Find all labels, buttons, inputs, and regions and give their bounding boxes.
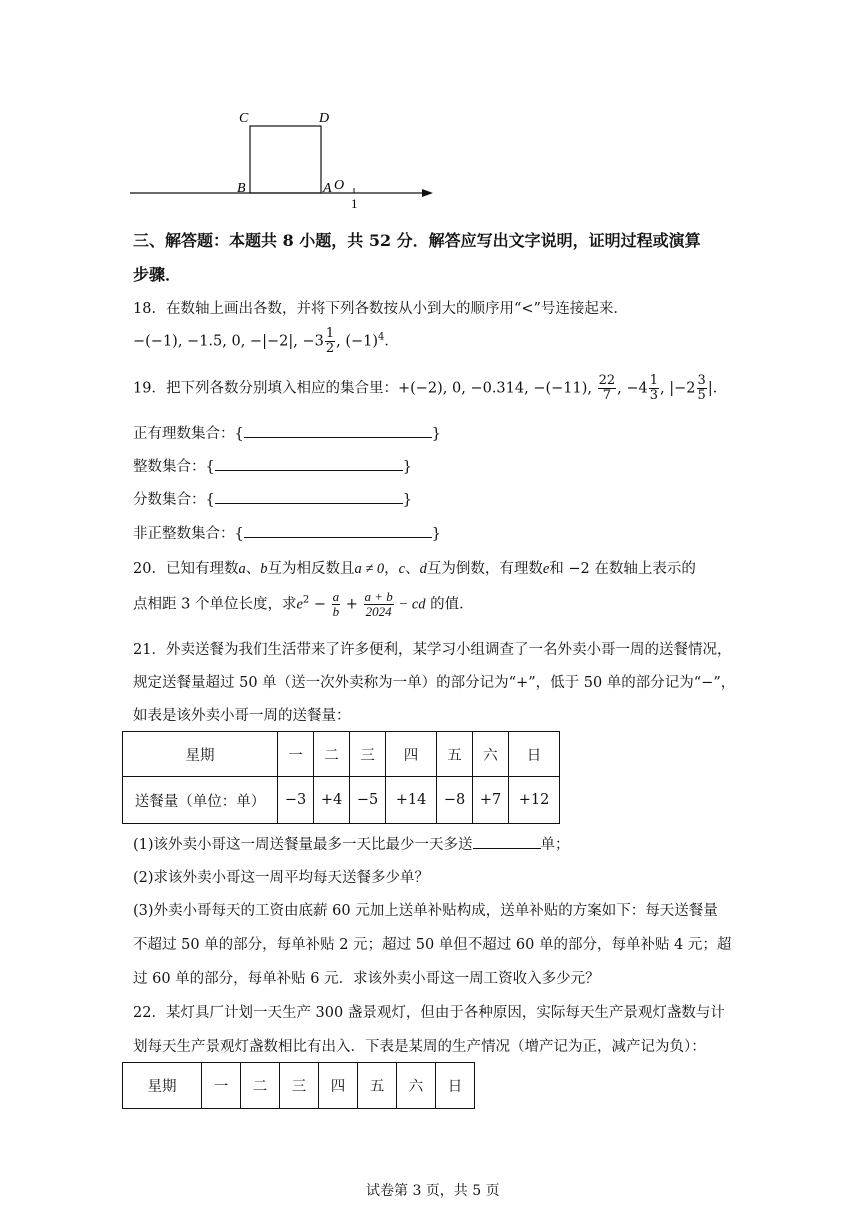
var-e: e	[542, 561, 550, 577]
q19-f1-den: 7	[602, 388, 612, 403]
q20-expr-end: − cd	[394, 596, 426, 613]
table-row	[123, 777, 560, 824]
q21-line3: 如表是该外卖小哥一周的送餐量：	[133, 708, 351, 724]
set-label: 非正整数集合：{	[133, 526, 244, 542]
q21-sub3-line1: (3)外卖小哥每天的工资由底薪 60 元加上送单补贴构成，送单补贴的方案如下：每天送餐量	[133, 903, 718, 919]
q20-minus: −	[309, 596, 331, 613]
q20-plus: +	[341, 596, 363, 613]
square-abcd	[250, 126, 321, 193]
number-line-arrow	[422, 189, 433, 197]
q20-fa-den: b	[332, 604, 340, 619]
q21-sub1-end: 单；	[540, 837, 570, 853]
q18-end: ．	[384, 333, 399, 350]
q19-frac-3	[697, 374, 707, 403]
table-cell: 五	[358, 1063, 397, 1109]
set-label: 整数集合：{	[133, 459, 215, 475]
q20-l1b: 互为相反数且	[267, 561, 355, 577]
set-close: }	[402, 459, 412, 475]
square-number-line-figure	[120, 100, 450, 220]
label-one: 1	[351, 196, 358, 211]
q20-l2a: 点相距 3 个单位长度，求	[133, 596, 297, 613]
q18-nums-b: , (−1)	[336, 333, 379, 350]
q20-fb-den: 2024	[365, 604, 392, 619]
q20-l1a: 20．已知有理数	[133, 561, 239, 577]
q20-expr-sq: 2	[302, 594, 310, 606]
q19-text	[133, 374, 727, 403]
label-o: O	[334, 178, 345, 193]
q19-f2-num: 1	[649, 373, 659, 388]
set-nonpositive-integer	[133, 522, 441, 543]
set-label: 正有理数集合：{	[133, 426, 244, 442]
answer-blank[interactable]	[215, 456, 403, 471]
table-cell: 日	[509, 732, 560, 777]
q21-sub1	[133, 833, 570, 854]
table-cell: 六	[473, 732, 509, 777]
q20-l1d: 互为倒数，有理数	[426, 561, 543, 577]
table-cell: 送餐量（单位：单）	[123, 777, 278, 824]
var-a: a	[238, 561, 246, 577]
set-close: }	[431, 426, 441, 442]
table-cell: 三	[350, 732, 386, 777]
q19-nums-a: +(−2), 0, −0.314, −(−11),	[397, 380, 597, 397]
table-cell: 日	[436, 1063, 475, 1109]
q20-fa-num: a	[332, 589, 340, 604]
q19-frac-1	[598, 374, 617, 403]
q20-sep2: 、	[405, 561, 420, 577]
table-cell: 二	[314, 732, 350, 777]
table-cell: 三	[280, 1063, 319, 1109]
q19-f2-den: 3	[649, 388, 659, 403]
table-cell: −5	[350, 777, 386, 824]
var-d: d	[419, 561, 427, 577]
set-label: 分数集合：{	[133, 492, 215, 508]
q19-mid: , −4	[617, 380, 648, 397]
production-table	[122, 1062, 475, 1109]
q19-f1-num: 22	[598, 373, 616, 388]
table-row	[123, 732, 560, 777]
q18-frac-num: 1	[325, 326, 335, 341]
label-d: D	[319, 111, 330, 126]
table-cell: +7	[473, 777, 509, 824]
table-cell: +14	[386, 777, 437, 824]
q18-frac-den: 2	[325, 341, 335, 356]
q20-fb-num: a + b	[364, 589, 393, 604]
q18-exp: 4	[378, 331, 385, 343]
q19-f3-den: 5	[697, 388, 706, 403]
table-cell: 一	[202, 1063, 241, 1109]
page-footer: 试卷第 3 页，共 5 页	[366, 1183, 500, 1199]
q19-frac-2	[649, 374, 659, 403]
q20-sep1: 、	[245, 561, 261, 577]
q20-line2	[133, 590, 474, 619]
q21-sub3-line3: 过 60 单的部分，每单补贴 6 元．求该外卖小哥这一周工资收入多少元？	[133, 971, 600, 987]
label-c: C	[239, 111, 249, 126]
q21-line2: 规定送餐量超过 50 单（送一次外卖称为一单）的部分记为“+”，低于 50 单的部分记为“−”，	[133, 675, 736, 691]
q20-l1e: 和 −2 在数轴上表示的	[549, 561, 696, 577]
table-cell: 四	[386, 732, 437, 777]
table-cell: 四	[319, 1063, 358, 1109]
answer-blank[interactable]	[244, 423, 432, 438]
set-positive-rational	[133, 422, 441, 443]
set-integer	[133, 455, 412, 476]
q20-frac-ab	[332, 590, 341, 619]
q22-line2: 划每天生产景观灯盏数相比有出入．下表是某周的生产情况（增产记为正，减产记为负）：	[133, 1039, 706, 1055]
q19-mid2: , |−2	[660, 380, 696, 397]
set-close: }	[402, 492, 412, 508]
section3-heading-line1: 三、解答题：本题共 8 小题，共 52 分．解答应写出文字说明，证明过程或演算	[133, 231, 701, 250]
table-cell: 星期	[123, 732, 278, 777]
table-cell: −3	[278, 777, 314, 824]
q22-line1: 22．某灯具厂计划一天生产 300 盏景观灯，但由于各种原因，实际每天生产景观灯盏数与计	[133, 1005, 725, 1021]
label-a: A	[323, 181, 332, 196]
set-fraction	[133, 488, 412, 509]
q18-text: 18．在数轴上画出各数，并将下列各数按从小到大的顺序用“<”号连接起来．	[133, 301, 628, 317]
table-row	[123, 1063, 475, 1109]
q19-f3-num: 3	[697, 373, 706, 388]
answer-blank[interactable]	[473, 834, 541, 849]
table-cell: −8	[437, 777, 473, 824]
q19-end: |．	[707, 380, 728, 397]
table-cell: 二	[241, 1063, 280, 1109]
var-b: b	[260, 561, 268, 577]
q18-numbers	[133, 327, 399, 356]
table-cell: 星期	[123, 1063, 202, 1109]
q21-line1: 21．外卖送餐为我们生活带来了许多便利，某学习小组调查了一名外卖小哥一周的送餐情况，	[133, 642, 732, 658]
label-b: B	[237, 181, 246, 196]
answer-blank[interactable]	[244, 523, 432, 538]
var-c: c	[398, 561, 406, 577]
table-cell: +12	[509, 777, 560, 824]
q18-nums-a: −(−1), −1.5, 0, −|−2|, −3	[133, 333, 324, 350]
q20-line1	[133, 557, 696, 578]
q20-condition: a ≠ 0	[354, 561, 385, 577]
table-cell: 一	[278, 732, 314, 777]
q19-intro: 19．把下列各数分别填入相应的集合里：	[133, 380, 398, 397]
q20-l1c: ，	[384, 561, 399, 577]
set-close: }	[431, 526, 441, 542]
section3-heading-line2: 步骤．	[133, 265, 182, 284]
answer-blank[interactable]	[215, 489, 403, 504]
delivery-table	[122, 731, 560, 824]
q18-fraction	[325, 327, 335, 356]
q20-frac-sum	[364, 590, 394, 619]
q20-l2b: 的值．	[425, 596, 474, 613]
q21-sub1-text: (1)该外卖小哥这一周送餐量最多一天比最少一天多送	[133, 837, 473, 853]
q21-sub3-line2: 不超过 50 单的部分，每单补贴 2 元；超过 50 单但不超过 60 单的部分，每单补贴 4 元；超	[133, 937, 732, 953]
q21-sub2: (2)求该外卖小哥这一周平均每天送餐多少单？	[133, 870, 430, 886]
table-cell: 六	[397, 1063, 436, 1109]
table-cell: +4	[314, 777, 350, 824]
q20-expr-e: e	[296, 596, 303, 613]
table-cell: 五	[437, 732, 473, 777]
